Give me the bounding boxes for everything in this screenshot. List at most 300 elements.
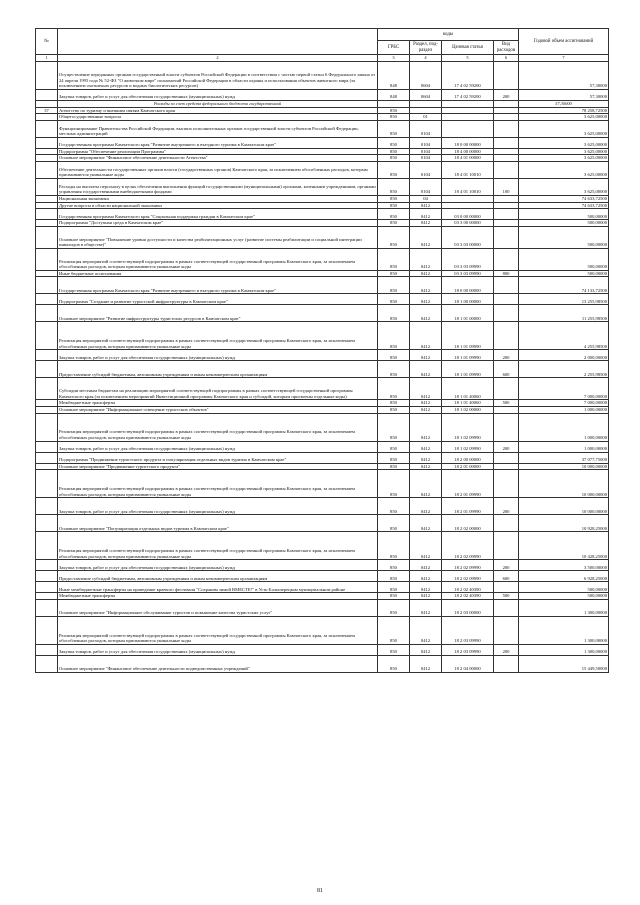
row-vid (494, 463, 519, 470)
row-sum: 500,00000 (519, 582, 609, 593)
row-number (36, 515, 58, 532)
row-sum: 3 625,00000 (519, 178, 609, 195)
row-name: Государственная программа Камчатского края "Развитие внутреннего и въездного туризма в Камчатском крае" (58, 277, 378, 294)
header-num: № (36, 29, 58, 55)
row-cel: 18 4 01 00000 (442, 155, 494, 162)
row-number (36, 599, 58, 616)
row-grbs: 850 (378, 582, 410, 593)
row-cel (442, 114, 494, 121)
row-sum: 3 625,00000 (519, 137, 609, 148)
row-razdel: 0412 (410, 441, 442, 452)
row-sum: 3 625,00000 (519, 148, 609, 155)
row-number (36, 220, 58, 227)
table-row (36, 148, 609, 155)
row-name: Закупка товаров, работ и услуг для обеспечения государственных (муниципальных) нужд (58, 350, 378, 361)
row-cel: 18 2 03 00000 (442, 599, 494, 616)
budget-table-page (35, 28, 608, 673)
row-cel: 18 2 02 09990 (442, 560, 494, 571)
row-sum: 78 258,72500 (519, 107, 609, 114)
row-vid (494, 114, 519, 121)
row-cel: 18 1 02 00000 (442, 406, 494, 413)
row-grbs: 850 (378, 178, 410, 195)
row-number (36, 322, 58, 350)
row-vid (494, 305, 519, 322)
row-vid: 600 (494, 361, 519, 378)
row-razdel: 0104 (410, 120, 442, 137)
colnum: 3 (378, 55, 410, 62)
row-vid: 100 (494, 178, 519, 195)
row-vid (494, 120, 519, 137)
row-grbs: 850 (378, 361, 410, 378)
row-name: Субсидии местным бюджетам на реализацию мероприятий соответствующей подпрограммы в рамках соответствующей государственной программы Камчатского края (за исключением мероприятий Инвестиционной программы Камчатского края и субсидий, которым присвоены отдельные коды) (58, 378, 378, 400)
row-razdel (410, 107, 442, 114)
table-row (36, 107, 609, 114)
row-cel: 18 1 01 09990 (442, 350, 494, 361)
row-grbs: 850 (378, 202, 410, 209)
row-name: Закупка товаров, работ и услуг для обеспечения государственных (муниципальных) нужд (58, 90, 378, 101)
row-name: Реализация мероприятий соответствующей подпрограммы в рамках соответствующей государственной программы Камчатского края, за исключением обособленных расходов, которым присваиваются уникальные коды (58, 532, 378, 560)
row-vid (494, 277, 519, 294)
row-grbs: 850 (378, 452, 410, 463)
row-razdel: 0104 (410, 148, 442, 155)
row-cel: 18 2 02 40390 (442, 582, 494, 593)
colnum: 6 (494, 55, 519, 62)
row-name: Основное мероприятие "Повышение уровня доступности и качества реабилитационных услуг (развитие системы реабилитации и социальной интеграции инвалидов в обществе)" (58, 226, 378, 248)
row-vid (494, 599, 519, 616)
row-razdel: 0604 (410, 90, 442, 101)
row-razdel: 0412 (410, 294, 442, 305)
row-grbs: 850 (378, 378, 410, 400)
row-number (36, 350, 58, 361)
row-sum: 10 428,25000 (519, 532, 609, 560)
row-number (36, 452, 58, 463)
row-vid (494, 248, 519, 270)
row-cel: 18 1 01 40060 (442, 400, 494, 407)
row-name: Предоставление субсидий бюджетным, автономным учреждениям и иным некоммерческим организациям (58, 571, 378, 582)
table-row (36, 498, 609, 515)
table-row (36, 361, 609, 378)
row-number (36, 571, 58, 582)
row-grbs: 848 (378, 90, 410, 101)
row-razdel: 0412 (410, 350, 442, 361)
row-grbs: 850 (378, 560, 410, 571)
row-razdel: 0412 (410, 644, 442, 655)
row-number (36, 616, 58, 644)
row-razdel: 0412 (410, 400, 442, 407)
row-number (36, 441, 58, 452)
row-razdel: 0104 (410, 155, 442, 162)
row-vid (494, 616, 519, 644)
table-row (36, 270, 609, 277)
row-number (36, 378, 58, 400)
row-name: Закупка товаров, работ и услуг для обеспечения государственных (муниципальных) нужд (58, 441, 378, 452)
header-cel: Целевая статья (442, 41, 494, 55)
row-grbs: 850 (378, 515, 410, 532)
row-cel: 18 2 03 09990 (442, 644, 494, 655)
row-grbs: 850 (378, 655, 410, 672)
row-razdel: 0412 (410, 599, 442, 616)
row-number (36, 62, 58, 90)
row-cel: 18 2 01 00000 (442, 463, 494, 470)
row-razdel: 0412 (410, 655, 442, 672)
header-razdel: Раздел, под-раздел (410, 41, 442, 55)
header-vid: Вид расходов (494, 41, 519, 55)
row-number (36, 361, 58, 378)
row-number (36, 178, 58, 195)
row-number (36, 270, 58, 277)
row-razdel: 0412 (410, 361, 442, 378)
row-vid: 200 (494, 90, 519, 101)
row-grbs: 850 (378, 137, 410, 148)
table-row (36, 452, 609, 463)
row-sum: 3 625,00000 (519, 161, 609, 178)
row-grbs: 850 (378, 593, 410, 600)
row-cel: 18 2 00 00000 (442, 452, 494, 463)
row-name: Предоставление субсидий бюджетным, автономным учреждениям и иным некоммерческим организациям (58, 361, 378, 378)
row-number (36, 400, 58, 407)
row-vid (494, 148, 519, 155)
row-name: Реализация мероприятий соответствующей подпрограммы в рамках соответствующей государственной программы Камчатского края, за исключением обособленных расходов, которым присваиваются уникальные коды (58, 322, 378, 350)
row-grbs: 850 (378, 305, 410, 322)
row-name: Другие вопросы в области национальной экономики (58, 202, 378, 209)
table-row (36, 655, 609, 672)
row-number (36, 202, 58, 209)
row-number (36, 294, 58, 305)
table-row (36, 90, 609, 101)
row-sum: 74 133,72500 (519, 277, 609, 294)
row-vid: 200 (494, 350, 519, 361)
row-razdel: 0604 (410, 62, 442, 90)
row-number (36, 226, 58, 248)
row-name: Межбюджетные трансферты (58, 593, 378, 600)
row-name: Основное мероприятие "Информационное освещение туристских объектов" (58, 406, 378, 413)
row-vid (494, 101, 519, 108)
row-cel: 17 4 02 59200 (442, 62, 494, 90)
row-razdel: 0412 (410, 616, 442, 644)
table-row (36, 515, 609, 532)
row-vid (494, 155, 519, 162)
row-razdel: 0412 (410, 277, 442, 294)
row-cel: 18 2 01 09990 (442, 498, 494, 515)
row-cel: 18 2 02 09990 (442, 532, 494, 560)
row-vid (494, 582, 519, 593)
row-name: Подпрограмма "Создание и развитие туристской инфраструктуры в Камчатском крае" (58, 294, 378, 305)
row-grbs: 850 (378, 107, 410, 114)
row-vid (494, 137, 519, 148)
row-number (36, 463, 58, 470)
row-razdel: 0412 (410, 532, 442, 560)
row-number (36, 114, 58, 121)
row-razdel: 0412 (410, 248, 442, 270)
table-row (36, 220, 609, 227)
row-cel: 18 2 04 00000 (442, 655, 494, 672)
row-name: Национальная экономика (58, 195, 378, 202)
row-name: Основное мероприятие "Популяризация отдельных видов туризма в Камчатском крае" (58, 515, 378, 532)
table-row (36, 137, 609, 148)
row-sum: 10 000,00000 (519, 470, 609, 498)
row-cel (442, 107, 494, 114)
row-sum: 74 633,72500 (519, 195, 609, 202)
row-number (36, 195, 58, 202)
row-number (36, 148, 58, 155)
row-sum: 1 000,00000 (519, 441, 609, 452)
row-sum: 6 928,25000 (519, 571, 609, 582)
row-vid (494, 202, 519, 209)
row-grbs: 850 (378, 406, 410, 413)
row-razdel: 0104 (410, 178, 442, 195)
row-grbs: 850 (378, 155, 410, 162)
row-grbs: 850 (378, 413, 410, 441)
row-cel: 18 1 01 09990 (442, 361, 494, 378)
row-razdel: 0412 (410, 270, 442, 277)
row-cel: 18 2 03 09990 (442, 616, 494, 644)
row-name: Межбюджетные трансферты (58, 400, 378, 407)
row-number (36, 582, 58, 593)
row-vid (494, 470, 519, 498)
colnum: 5 (442, 55, 494, 62)
table-row (36, 582, 609, 593)
row-number (36, 593, 58, 600)
row-name: Реализация мероприятий соответствующей подпрограммы в рамках соответствующей государственной программы Камчатского края, за исключением обособленных расходов, которым присваиваются уникальные коды (58, 413, 378, 441)
row-number: 37 (36, 107, 58, 114)
row-razdel: 0412 (410, 202, 442, 209)
row-name: Расходы на выплаты персоналу в целях обеспечения выполнения функций государственными (муниципальными) органами, казенными учреждениями, органами управления государственными внебюджетными фондами (58, 178, 378, 195)
row-sum: 500,00000 (519, 220, 609, 227)
row-sum: 500,00000 (519, 270, 609, 277)
row-cel: 18 2 01 09990 (442, 470, 494, 498)
row-vid (494, 220, 519, 227)
row-grbs: 850 (378, 195, 410, 202)
row-sum: 500,00000 (519, 248, 609, 270)
row-name: Осуществление переданных органам государственной власти субъектов Российской Федерации в соответствии с частью первой статьи 6 Федерального закона от 24 апреля 1995 года № 52-ФЗ "О животном мире" полномочий Российской Федерации в области охраны и использования объектов животного мира (за исключением охотничьих ресурсов и водных биологических ресурсов) (58, 62, 378, 90)
row-razdel: 0412 (410, 515, 442, 532)
row-razdel: 0412 (410, 322, 442, 350)
row-number (36, 248, 58, 270)
table-row (36, 400, 609, 407)
table-row (36, 571, 609, 582)
row-number (36, 101, 58, 108)
row-name: Государственная программа Камчатского края "Социальная поддержка граждан в Камчатском крае" (58, 209, 378, 220)
table-row (36, 322, 609, 350)
row-cel: 03 0 00 00000 (442, 209, 494, 220)
row-cel: 18 1 01 40060 (442, 378, 494, 400)
table-row (36, 277, 609, 294)
row-number (36, 655, 58, 672)
row-cel: 18 2 02 09990 (442, 571, 494, 582)
table-body (36, 62, 609, 673)
table-row (36, 294, 609, 305)
row-cel: 17 4 02 59200 (442, 90, 494, 101)
row-sum: 7 000,00000 (519, 400, 609, 407)
row-name: Подпрограмма "Продвижение туристского продукта и популяризация отдельных видов туризма в Камчатском крае" (58, 452, 378, 463)
row-name: Основное мероприятие "Продвижение туристского продукта" (58, 463, 378, 470)
row-number (36, 120, 58, 137)
row-cel: 03 3 03 09990 (442, 270, 494, 277)
row-grbs: 850 (378, 148, 410, 155)
row-sum: 57,30000 (519, 62, 609, 90)
table-row (36, 644, 609, 655)
row-name: Реализация мероприятий соответствующей подпрограммы в рамках соответствующей государственной программы Камчатского края, за исключением обособленных расходов, которым присваиваются уникальные коды (58, 248, 378, 270)
table-row (36, 441, 609, 452)
row-vid: 200 (494, 498, 519, 515)
row-name: Расходы за счет средств федерального бюджета государственной (58, 101, 378, 108)
colnum: 4 (410, 55, 442, 62)
row-grbs: 850 (378, 209, 410, 220)
row-cel: 18 1 01 09990 (442, 322, 494, 350)
row-cel: 03 3 03 09990 (442, 248, 494, 270)
row-name: Закупка товаров, работ и услуг для обеспечения государственных (муниципальных) нужд (58, 644, 378, 655)
row-cel: 18 1 02 09990 (442, 441, 494, 452)
colnum: 2 (58, 55, 378, 62)
row-name: Функционирование Правительства Российской Федерации, высших исполнительных органов государственной власти субъектов Российской Федерации, местных администраций (58, 120, 378, 137)
row-razdel: 0104 (410, 161, 442, 178)
table-row (36, 62, 609, 90)
row-sum: 57,30000 (519, 101, 609, 108)
row-name: Агентство по туризму и внешним связям Камчатского края (58, 107, 378, 114)
row-sum: 2 255,98500 (519, 361, 609, 378)
row-vid: 600 (494, 571, 519, 582)
table-row (36, 350, 609, 361)
row-grbs: 850 (378, 161, 410, 178)
row-sum: 13 255,98500 (519, 294, 609, 305)
row-grbs: 850 (378, 532, 410, 560)
row-sum: 500,00000 (519, 209, 609, 220)
row-vid (494, 161, 519, 178)
table-row (36, 101, 609, 108)
header-name (58, 29, 378, 55)
row-sum: 10 000,00000 (519, 463, 609, 470)
row-sum: 11 255,98500 (519, 305, 609, 322)
table-row (36, 226, 609, 248)
row-sum: 1 300,00000 (519, 599, 609, 616)
row-sum: 3 625,00000 (519, 155, 609, 162)
row-vid (494, 655, 519, 672)
row-vid (494, 294, 519, 305)
row-number (36, 470, 58, 498)
row-sum: 1 000,00000 (519, 406, 609, 413)
row-name: Иные бюджетные ассигнования (58, 270, 378, 277)
row-razdel: 04 (410, 195, 442, 202)
row-grbs: 850 (378, 120, 410, 137)
row-cel: 03 3 00 00000 (442, 220, 494, 227)
table-row (36, 560, 609, 571)
row-number (36, 155, 58, 162)
table-row (36, 463, 609, 470)
header-total: Годовой объем ассигнований (519, 29, 609, 55)
header-grbs: ГРБС (378, 41, 410, 55)
row-name: Государственная программа Камчатского края "Развитие внутреннего и въездного туризма в Камчатском крае" (58, 137, 378, 148)
row-cel: 18 0 00 00000 (442, 277, 494, 294)
row-sum: 74 633,72500 (519, 202, 609, 209)
row-razdel: 01 (410, 114, 442, 121)
row-name: Общегосударственные вопросы (58, 114, 378, 121)
row-vid (494, 209, 519, 220)
row-sum: 500,00000 (519, 593, 609, 600)
row-name: Закупка товаров, работ и услуг для обеспечения государственных (муниципальных) нужд (58, 498, 378, 515)
row-cel (442, 101, 494, 108)
row-cel (442, 202, 494, 209)
row-name: Обеспечение деятельности государственных органов власти (государственных органов) Камчатского края, за исключением обособленных расходов, которым присваиваются уникальные коды (58, 161, 378, 178)
row-vid: 800 (494, 270, 519, 277)
row-grbs: 850 (378, 270, 410, 277)
row-cel (442, 195, 494, 202)
row-razdel: 0412 (410, 560, 442, 571)
row-vid: 500 (494, 400, 519, 407)
table-row (36, 120, 609, 137)
table-row (36, 114, 609, 121)
row-cel: 18 4 01 10010 (442, 161, 494, 178)
row-name: Закупка товаров, работ и услуг для обеспечения государственных (муниципальных) нужд (58, 560, 378, 571)
row-vid (494, 378, 519, 400)
table-row (36, 161, 609, 178)
table-row (36, 599, 609, 616)
row-cel: 18 2 02 40390 (442, 593, 494, 600)
colnum: 7 (519, 55, 609, 62)
row-name: Основное мероприятие "Развитие инфраструктуры туристских ресурсов в Камчатском крае" (58, 305, 378, 322)
table-row (36, 532, 609, 560)
row-number (36, 277, 58, 294)
row-name: Основное мероприятие "Финансовое обеспечение деятельности подведомственных учреждений" (58, 655, 378, 672)
row-number (36, 413, 58, 441)
row-number (36, 498, 58, 515)
row-razdel: 0412 (410, 305, 442, 322)
budget-table (35, 28, 609, 673)
row-sum: 3 625,00000 (519, 114, 609, 121)
row-name: Основное мероприятие "Информационное обслуживание туристов и повышение качества туристских услуг" (58, 599, 378, 616)
row-cel: 18 4 01 10010 (442, 178, 494, 195)
row-sum: 10 000,00000 (519, 498, 609, 515)
row-sum: 57,30000 (519, 90, 609, 101)
row-sum: 1 000,00000 (519, 413, 609, 441)
row-sum: 15 449,50000 (519, 655, 609, 672)
row-grbs (378, 101, 410, 108)
row-grbs: 850 (378, 571, 410, 582)
row-vid (494, 452, 519, 463)
row-cel: 18 2 02 00000 (442, 515, 494, 532)
row-number (36, 90, 58, 101)
table-row (36, 202, 609, 209)
row-number (36, 305, 58, 322)
row-vid (494, 62, 519, 90)
row-sum: 37 077,75000 (519, 452, 609, 463)
table-row (36, 209, 609, 220)
row-grbs: 850 (378, 616, 410, 644)
row-number (36, 137, 58, 148)
row-grbs: 850 (378, 498, 410, 515)
row-name: Подпрограмма "Доступная среда в Камчатском крае" (58, 220, 378, 227)
row-number (36, 644, 58, 655)
row-sum: 10 928,25000 (519, 515, 609, 532)
row-razdel: 0412 (410, 498, 442, 515)
row-razdel: 0412 (410, 452, 442, 463)
row-cel: 18 1 01 00000 (442, 305, 494, 322)
table-row (36, 248, 609, 270)
table-row (36, 378, 609, 400)
row-cel (442, 120, 494, 137)
row-sum: 1 300,00000 (519, 616, 609, 644)
row-vid (494, 413, 519, 441)
row-razdel (410, 101, 442, 108)
row-sum: 4 255,98500 (519, 322, 609, 350)
row-grbs: 850 (378, 114, 410, 121)
row-name: Реализация мероприятий соответствующей подпрограммы в рамках соответствующей государственной программы Камчатского края, за исключением обособленных расходов, которым присваиваются уникальные коды (58, 616, 378, 644)
row-vid (494, 322, 519, 350)
row-razdel: 0412 (410, 413, 442, 441)
row-cel: 18 4 00 00000 (442, 148, 494, 155)
row-grbs: 850 (378, 599, 410, 616)
row-cel: 18 1 00 00000 (442, 294, 494, 305)
row-cel: 18 1 02 09990 (442, 413, 494, 441)
